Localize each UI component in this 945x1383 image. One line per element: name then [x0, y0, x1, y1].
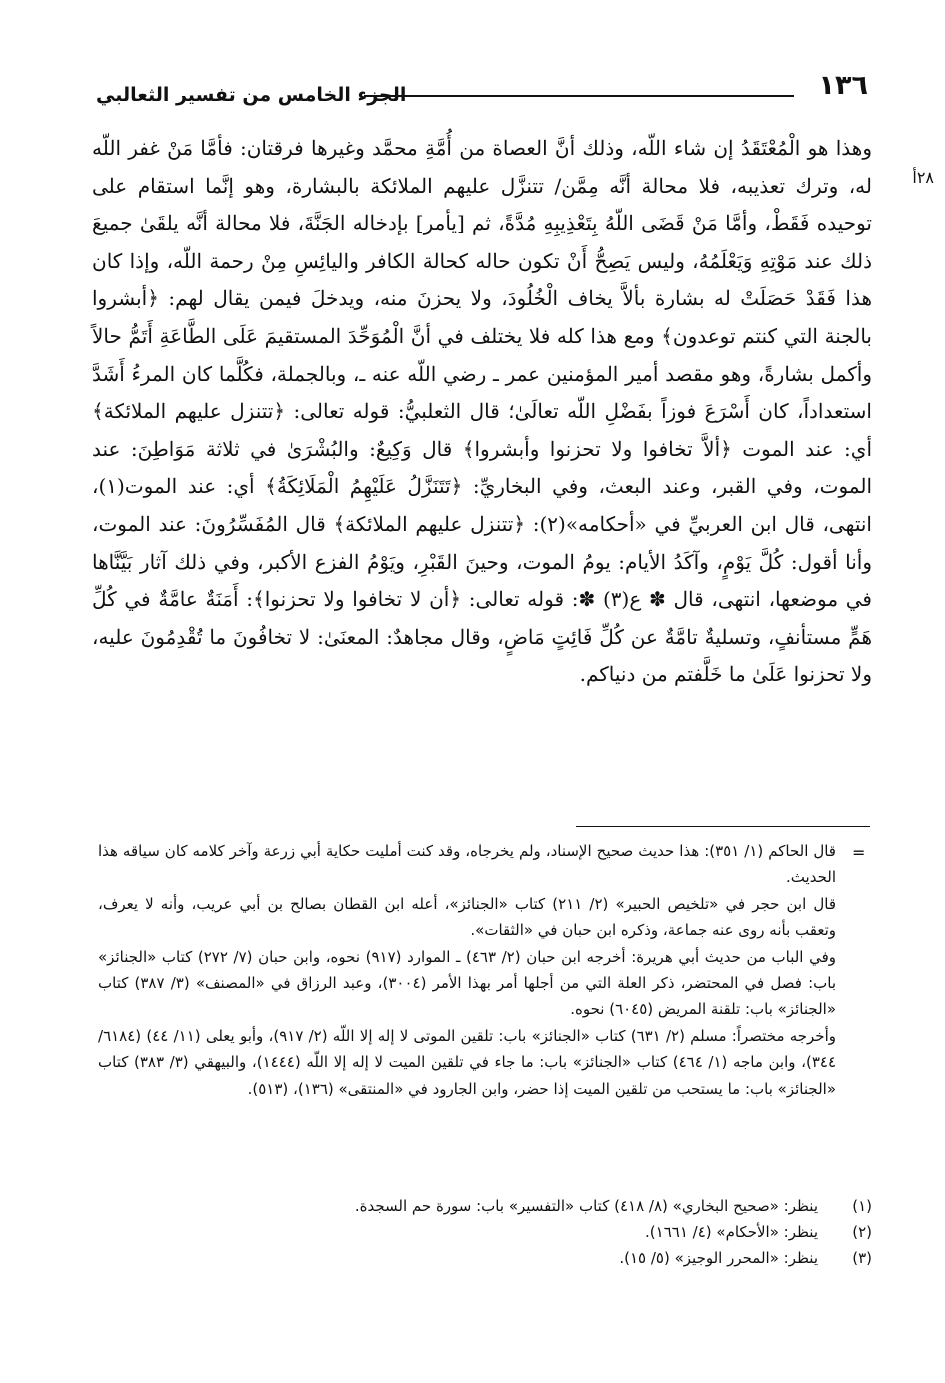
footnote-text: ينظر: «المحرر الوجيز» (٥/ ١٥). [619, 1249, 818, 1267]
running-title: الجزء الخامس من تفسير الثعالبي [96, 84, 407, 106]
footnote-number: (٢) [852, 1223, 872, 1241]
page-header [96, 66, 868, 112]
footnote-number: (٣) [852, 1249, 872, 1267]
footnote-paragraph: قال الحاكم (١/ ٣٥١): هذا حديث صحيح الإسناد، ولم يخرجاه، وقد كنت أمليت حكاية أبي زرعة وآخر كلامه كان سياقه هذا الحديث. [98, 842, 836, 887]
margin-folio-note: ٢٨أ [912, 168, 934, 187]
footnote-continuation-mark: = [852, 843, 866, 862]
main-body-text [92, 130, 872, 694]
page-number: ١٣٦ [818, 70, 868, 101]
footnote-paragraph: وفي الباب من حديث أبي هريرة: أخرجه ابن حبان (٢/ ٤٦٣) ـ الموارد (٩١٧) نحوه، وابن حبان (٧/ ٢٧٢) كتاب «الجنائز» باب: فصل في المحتضر، ذكر العلة التي من أجلها أمر بهذا الأمر (٣٠٠٤)، وعبد الرزاق في «المصنف» (٣/ ٣٨٧) كتاب «الجنائز» باب: تلقنة المريض (٦٠٤٥) نحوه. [98, 947, 837, 1019]
footnote-separator [576, 826, 870, 827]
footnote-number: (١) [852, 1197, 872, 1215]
footnotes-continued [98, 838, 836, 1102]
footnote-text: ينظر: «الأحكام» (٤/ ١٦٦١). [645, 1223, 818, 1241]
footnote-paragraph: وأخرجه مختصراً: مسلم (٢/ ٦٣١) كتاب «الجنائز» باب: تلقين الموتى لا إله إلا اللّه (٢/ ٩١٧)، وأبو يعلى (١١/ ٤٤) (٦١٨٤/ ٣٤٤)، وابن ماجه (١/ ٤٦٤) كتاب «الجنائز» باب: ما جاء في تلقين الميت لا إله إلا اللّه (١٤٤٤)، والبيهقي (٣/ ٣٨٣) كتاب «الجنائز» باب: ما يستحب من تلقين الميت إذا حضر، وابن الجارود في «المنتقى» (١٣٦)، (٥١٣). [98, 1026, 837, 1098]
footnote-text: ينظر: «صحيح البخاري» (٨/ ٤١٨) كتاب «التفسير» باب: سورة حم السجدة. [354, 1197, 818, 1215]
body-paragraph: وهذا هو الْمُعْتَقَدُ إن شاء اللّه، وذلك أنَّ العصاة من أُمَّةِ محمَّد وغيرها فرقتان: فأمَّا مَنْ غفر اللّه له، وترك تعذيبه، فلا محالة أنَّه مِمَّن/ تتنزَّل عليهم الملائكة بالبشارة، وهو إنَّما استقام على توحيده فَقَطْ، وأمَّا مَنْ قَضَى اللّهُ بِتَعْذِيبِهِ مُدَّةً، ثم [يأمر] بإدخاله الجَنَّةَ، فلا محالة أنَّه يلقَىٰ جميعَ ذلك عند مَوْتِهِ وَيَعْلَمُهُ، وليس يَصِحُّ أَنْ تكون حاله كحالة الكافر واليائِسِ مِنْ رحمة اللّه، وإذا كان هذا فَقَدْ حَصَلَتْ له بشارة بألاَّ يخاف الْخُلُودَ، ولا يحزنَ منه، ويدخلَ فيمن يقال لهم: ﴿أبشروا بالجنة التي كنتم توعدون﴾ ومع هذا كله فلا يختلف في أنَّ الْمُوَحِّدَ المستقيمَ عَلَى الطَّاعَةِ أَتَمُّ حالاً وأكمل بشارةً، وهو مقصد أمير المؤمنين عمر ـ رضي اللّه عنه ـ، وبالجملة، فكُلَّما كان المرءُ أَشَدَّ استعداداً، كان أَسْرَعَ فوزاً بفَضْلِ اللّه تعالَىٰ؛ قال الثعلبيُّ: قوله تعالى: ﴿تتنزل عليهم الملائكة﴾ أي: عند الموت ﴿ألاَّ تخافوا ولا تحزنوا وأبشروا﴾ قال وَكِيعٌ: والبُشْرَىٰ في ثلاثة مَوَاطِنَ: عند الموت، وفي القبر، وعند البعث، وفي البخاريِّ: ﴿تَتَنَزَّلُ عَلَيْهِمُ الْمَلَائِكَةُ﴾ أي: عند الموت(١)، انتهى، قال ابن العربيِّ في «أحكامه»(٢): ﴿تتنزل عليهم الملائكة﴾ قال المُفَسِّرُونَ: عند الموت، وأنا أقول: كُلَّ يَوْمٍ، وآكَدُ الأيام: يومُ الموت، وحينَ القَبْرِ، ويَوْمُ الفزع الأكبر، وفي ذلك آثار بَيَّنَّاها في موضعها، انتهى، قال ✽ ع(٣) ✽: قوله تعالى: ﴿أن لا تخافوا ولا تحزنوا﴾: أَمَنَةٌ عامَّةٌ في كُلِّ هَمٍّ مستأنفٍ، وتسليةٌ تامَّةٌ عن كُلِّ فَائِتٍ مَاضٍ، وقال مجاهدٌ: المعنَىٰ: لا تخافُونَ ما تُقْدِمُونَ عليه، ولا تحزنوا عَلَىٰ ما خَلَّفتم من دنياكم. [92, 136, 872, 687]
header-rule [364, 95, 794, 97]
footnote-paragraph: قال ابن حجر في «تلخيص الحبير» (٢/ ٢١١) كتاب «الجنائز»، أعله ابن القطان بصالح بن أبي عريب، وأنه لا يعرف، وتعقب بأنه روى عنه جماعة، وذكره ابن حبان في «الثقات». [98, 894, 836, 940]
